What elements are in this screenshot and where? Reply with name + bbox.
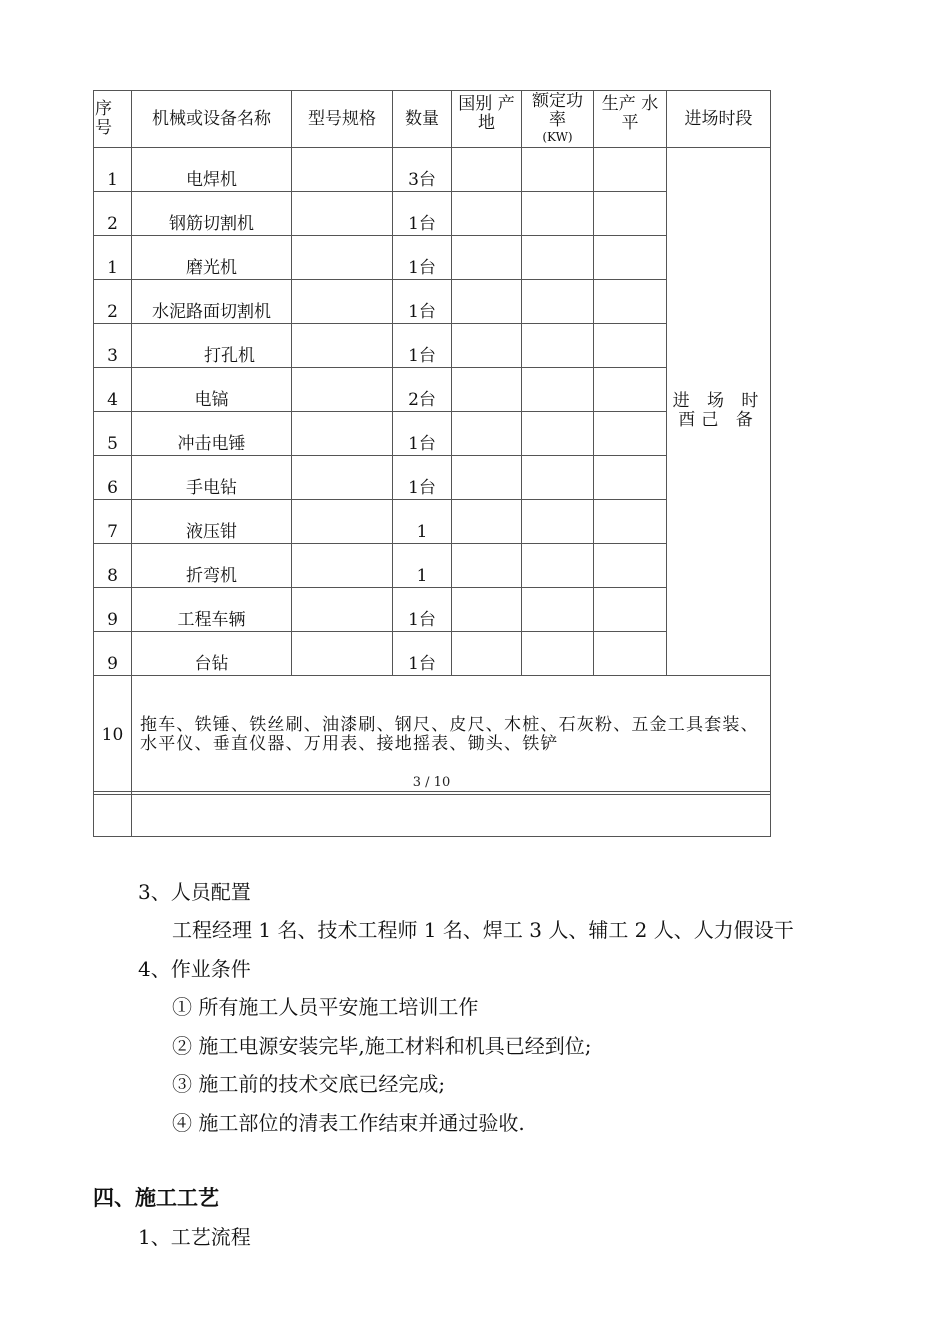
cell-seq: 5 [94,412,132,456]
header-origin: 国别 产 地 [452,91,522,148]
cell-name: 台钻 [132,632,292,676]
cell-qty: 1台 [393,236,452,280]
cell-model [292,632,393,676]
cell-level [594,148,667,192]
cell-model [292,324,393,368]
cell-power [522,324,594,368]
cell-model [292,544,393,588]
cell-level [594,192,667,236]
cell-seq: 9 [94,632,132,676]
cell-power [522,280,594,324]
cell-seq: 2 [94,280,132,324]
cell-seq: 1 [94,236,132,280]
cell-level [594,588,667,632]
conditions-title: 4、作业条件 [138,957,251,981]
cell-power [522,192,594,236]
cell-seq: 6 [94,456,132,500]
cell-model [292,148,393,192]
cell-level [594,544,667,588]
cell-qty: 3台 [393,148,452,192]
cell-origin [452,500,522,544]
cell-name: 折弯机 [132,544,292,588]
cell-origin [452,544,522,588]
cell-name: 打孔机 [132,324,292,368]
cell-level [594,500,667,544]
cell-origin [452,412,522,456]
cell-level [594,368,667,412]
period-line-1: 进 场 时 [672,391,765,411]
cell-origin [452,148,522,192]
process-title: 1、工艺流程 [138,1225,251,1249]
header-period: 进场时段 [667,91,771,148]
table-header-row [94,91,771,148]
header-name: 机械或设备名称 [132,91,292,148]
cell-power [522,544,594,588]
cell-seq: 7 [94,500,132,544]
cell-origin [452,236,522,280]
header-model: 型号规格 [292,91,393,148]
cell-name: 工程车辆 [132,588,292,632]
cell-name: 电焊机 [132,148,292,192]
cell-origin [452,324,522,368]
cell-qty: 1台 [393,632,452,676]
cell-power [522,588,594,632]
cell-model [292,412,393,456]
cell-name: 磨光机 [132,236,292,280]
cell-origin [452,456,522,500]
condition-item: ③ 施工前的技术交底已经完成; [172,1072,446,1096]
condition-item: ② 施工电源安装完毕,施工材料和机具已经到位; [172,1034,592,1058]
cell-period [667,148,771,676]
cell-model [292,192,393,236]
cell-seq: 3 [94,324,132,368]
cell-name: 手电钻 [132,456,292,500]
cell-seq: 10 [94,676,132,795]
cell-origin [452,280,522,324]
cell-power [522,368,594,412]
cell-level [594,280,667,324]
equipment-table [93,90,771,795]
continuation-table [93,791,771,837]
cell-power [522,500,594,544]
cell-model [292,456,393,500]
staffing-text: 工程经理 1 名、技术工程师 1 名、焊工 3 人、辅工 2 人、人力假设干 [172,918,794,942]
cell-name: 电镐 [132,368,292,412]
header-level: 生产 水 平 [594,91,667,148]
cell-power [522,236,594,280]
cell-model [292,588,393,632]
cell-qty: 1 [393,544,452,588]
cell-qty: 1 [393,500,452,544]
cell-name: 钢筋切割机 [132,192,292,236]
header-power: 额定功 率 (KW) [522,91,594,148]
page-number: 3 / 10 [412,775,451,790]
cell-qty: 1台 [393,280,452,324]
cell-model [292,280,393,324]
cell-power [522,148,594,192]
cell-level [594,412,667,456]
cell-model [292,368,393,412]
cell-origin [452,588,522,632]
cell-origin [452,368,522,412]
misc-tools-text: 拖车、铁锤、铁丝刷、油漆刷、钢尺、皮尺、木桩、石灰粉、五金工具套装、水平仪、垂直仪器、万用表、接地摇表、锄头、铁铲 [132,676,771,795]
cell-seq: 4 [94,368,132,412]
table-row [94,792,771,837]
cell-model [292,236,393,280]
condition-item: ① 所有施工人员平安施工培训工作 [172,995,479,1019]
cell-power [522,632,594,676]
cell-model [292,500,393,544]
cell-seq: 8 [94,544,132,588]
cell-qty: 2台 [393,368,452,412]
cell-seq: 9 [94,588,132,632]
staffing-title: 3、人员配置 [138,880,251,904]
table-row [94,148,771,192]
cell-power [522,456,594,500]
cell-level [594,632,667,676]
header-seq: 序 号 [94,91,132,148]
cell-qty: 1台 [393,588,452,632]
cell-level [594,236,667,280]
cell-name: 冲击电锤 [132,412,292,456]
cell-level [594,456,667,500]
cell-level [594,324,667,368]
cell-seq: 2 [94,192,132,236]
period-line-2: 酉己 备 [678,410,759,430]
chapter-title: 四、施工工艺 [93,1185,219,1210]
cell-qty: 1台 [393,412,452,456]
cell-content [132,792,771,837]
cell-seq: 1 [94,148,132,192]
header-qty: 数量 [393,91,452,148]
cell-qty: 1台 [393,456,452,500]
cell-name: 液压钳 [132,500,292,544]
cell-power [522,412,594,456]
cell-origin [452,192,522,236]
condition-item: ④ 施工部位的清表工作结束并通过验收. [172,1111,525,1135]
cell-origin [452,632,522,676]
cell-qty: 1台 [393,324,452,368]
cell-seq [94,792,132,837]
cell-qty: 1台 [393,192,452,236]
cell-name: 水泥路面切割机 [132,280,292,324]
